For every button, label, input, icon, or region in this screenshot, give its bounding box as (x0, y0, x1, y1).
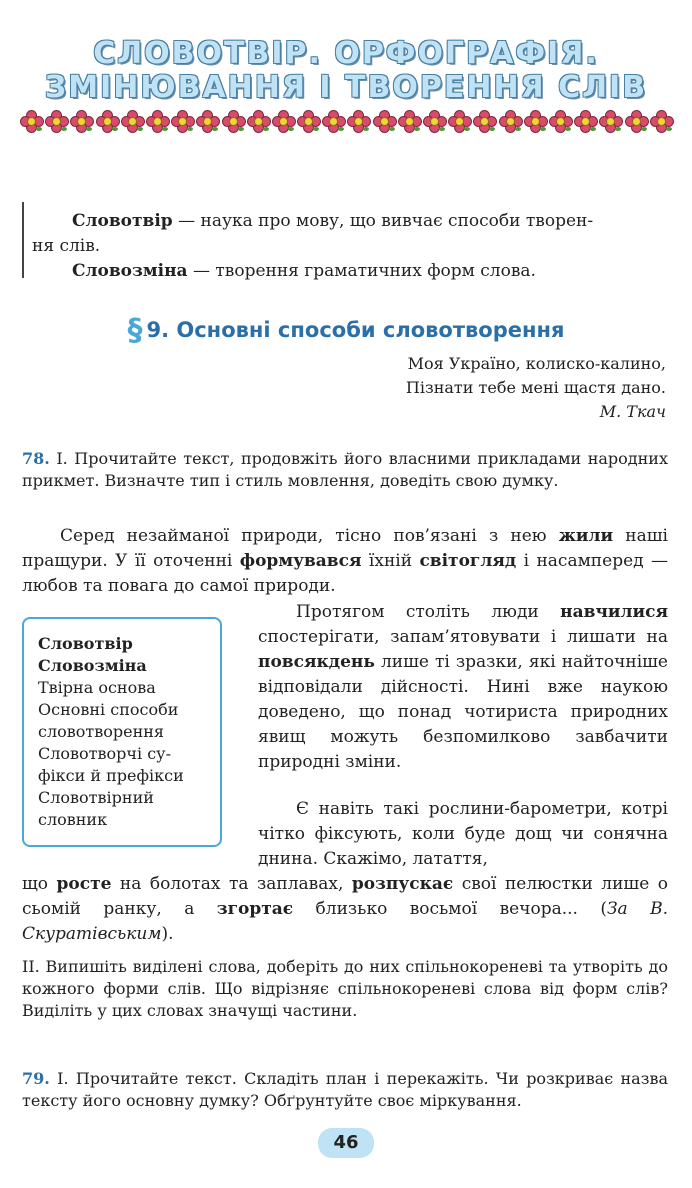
exercise-78-number: 78. (22, 449, 50, 468)
flower-icon (473, 110, 495, 132)
text-paragraph-1 (22, 524, 668, 599)
p1-part-e: їхній (361, 551, 420, 571)
p3-part-b: що (22, 874, 57, 894)
definition-1-cont: ня слів. (32, 236, 101, 256)
flower-icon (625, 110, 647, 132)
flower-icon (398, 110, 420, 132)
epigraph-line1: Моя Україно, колиско-калино, (407, 354, 666, 373)
paragraph-symbol: § (127, 313, 143, 348)
page-number: 46 (318, 1128, 374, 1158)
flower-icon (96, 110, 118, 132)
flower-icon (121, 110, 143, 132)
flower-icon (524, 110, 546, 132)
p2-part-a: Протягом століть люди (296, 602, 561, 622)
p1-bold-svitohliad: світогляд (419, 551, 517, 571)
term-slovotvir: Словотвір (72, 211, 173, 231)
flower-border (20, 108, 672, 134)
flower-icon (322, 110, 344, 132)
flower-icon (448, 110, 470, 132)
p3-part-f: свої пелюстки лише о сьомій ранку, а (22, 874, 668, 919)
p3-source: За В. Скуратівським (22, 899, 668, 944)
flower-icon (146, 110, 168, 132)
chapter-title-line1: СЛОВОТВІР. ОРФОГРАФІЯ. (93, 36, 599, 71)
flower-icon (70, 110, 92, 132)
flower-icon (20, 110, 42, 132)
keyword-item: словник (38, 810, 108, 829)
flower-icon (650, 110, 672, 132)
p2-bold-navchylysia: навчилися (560, 602, 668, 622)
flower-icon (45, 110, 67, 132)
exercise-79-task (22, 1068, 668, 1112)
p3-bold-rozpuskaie: розпускає (351, 874, 454, 894)
p1-part-a: Серед незайманої природи, тісно пов’язані з нею (60, 526, 559, 546)
term-slovozmina: Словозміна (72, 261, 188, 281)
flower-icon (599, 110, 621, 132)
flower-icon (171, 110, 193, 132)
p1-part-g: і насамперед — любов та повага до самої природи. (22, 551, 668, 596)
p2-part-e: лише ті зразки, які найточніше відповідали дійсності. Нині вже наукою доведено, що понад чотириста природних явищ можуть безпомилково завбачити природні зміни. (258, 652, 668, 772)
p2-bold-povsiakden: повсякдень (258, 652, 375, 672)
p3-bold-roste: росте (56, 874, 112, 894)
flower-icon (247, 110, 269, 132)
p3-bold-zghortaie: згортає (216, 899, 294, 919)
section-title-text: 9. Основні способи словотворення (146, 318, 565, 342)
epigraph (266, 352, 666, 424)
text-paragraph-2 (258, 600, 668, 775)
p1-part-c: наші пращури. У її оточенні (22, 526, 668, 571)
keyword-item: Основні способи (38, 700, 179, 719)
flower-icon (196, 110, 218, 132)
definition-1 (72, 209, 662, 234)
p3-part-d: на болотах та заплавах, (111, 874, 352, 894)
exercise-78-task (22, 448, 668, 492)
chapter-title-line2: ЗМІНЮВАННЯ І ТВОРЕННЯ СЛІВ (44, 70, 648, 105)
p2-part-c: спостерігати, запам’ятовувати і лишати на (258, 627, 668, 647)
exercise-78-task-2: ІІ. Випишіть виділені слова, доберіть до них спільнокореневі та утворіть до кожного форми слів. Що відрізняє спільнокореневі слова від форм слів? Виділіть у цих словах значущі частини. (22, 957, 668, 1020)
flower-icon (423, 110, 445, 132)
p1-bold-zhyly: жили (558, 526, 614, 546)
definition-1-text: — наука про мову, що вивчає способи творен- (172, 211, 594, 231)
epigraph-line2: Пізнати тебе мені щастя дано. (405, 378, 666, 397)
flower-icon (347, 110, 369, 132)
exercise-79-task-text: І. Прочитайте текст. Складіть план і перекажіть. Чи розкриває назва тексту його основну думку? Обґрунтуйте своє міркування. (22, 1069, 668, 1110)
exercise-79-number: 79. (22, 1069, 50, 1088)
definition-2-text: — творення граматичних форм слова. (187, 261, 536, 281)
section-title (0, 313, 692, 348)
keyword-item: Словотвірний (38, 788, 154, 807)
flower-icon (222, 110, 244, 132)
p3-part-j: ). (161, 924, 174, 944)
flower-icon (297, 110, 319, 132)
definition-2 (72, 259, 662, 284)
definition-bar (22, 202, 24, 278)
flower-icon (549, 110, 571, 132)
keyword-item: фікси й префікси (38, 766, 184, 785)
p1-bold-formuvavsia: формувався (239, 551, 362, 571)
epigraph-author: М. Ткач (599, 402, 666, 421)
exercise-78-task-text: І. Прочитайте текст, продовжіть його власними прикладами народних прикмет. Визначте тип і стиль мовлення, доведіть свою думку. (22, 449, 668, 490)
flower-icon (499, 110, 521, 132)
keyword-bold-2: Словозміна (38, 656, 147, 675)
text-paragraph-3-cont (22, 872, 668, 947)
keywords-box (22, 617, 222, 847)
flower-icon (272, 110, 294, 132)
keyword-bold-1: Словотвір (38, 634, 133, 653)
keyword-item: Словотворчі су- (38, 744, 171, 763)
text-paragraph-3: Є навіть такі рослини-барометри, котрі чітко фіксують, коли буде дощ чи сонячна днина. Скажімо, латаття, (258, 799, 668, 869)
keyword-item: словотворення (38, 722, 165, 741)
flower-icon (373, 110, 395, 132)
flower-icon (574, 110, 596, 132)
keyword-item: Твірна основа (38, 678, 156, 697)
p3-part-h: близько восьмої вечора... ( (293, 899, 607, 919)
